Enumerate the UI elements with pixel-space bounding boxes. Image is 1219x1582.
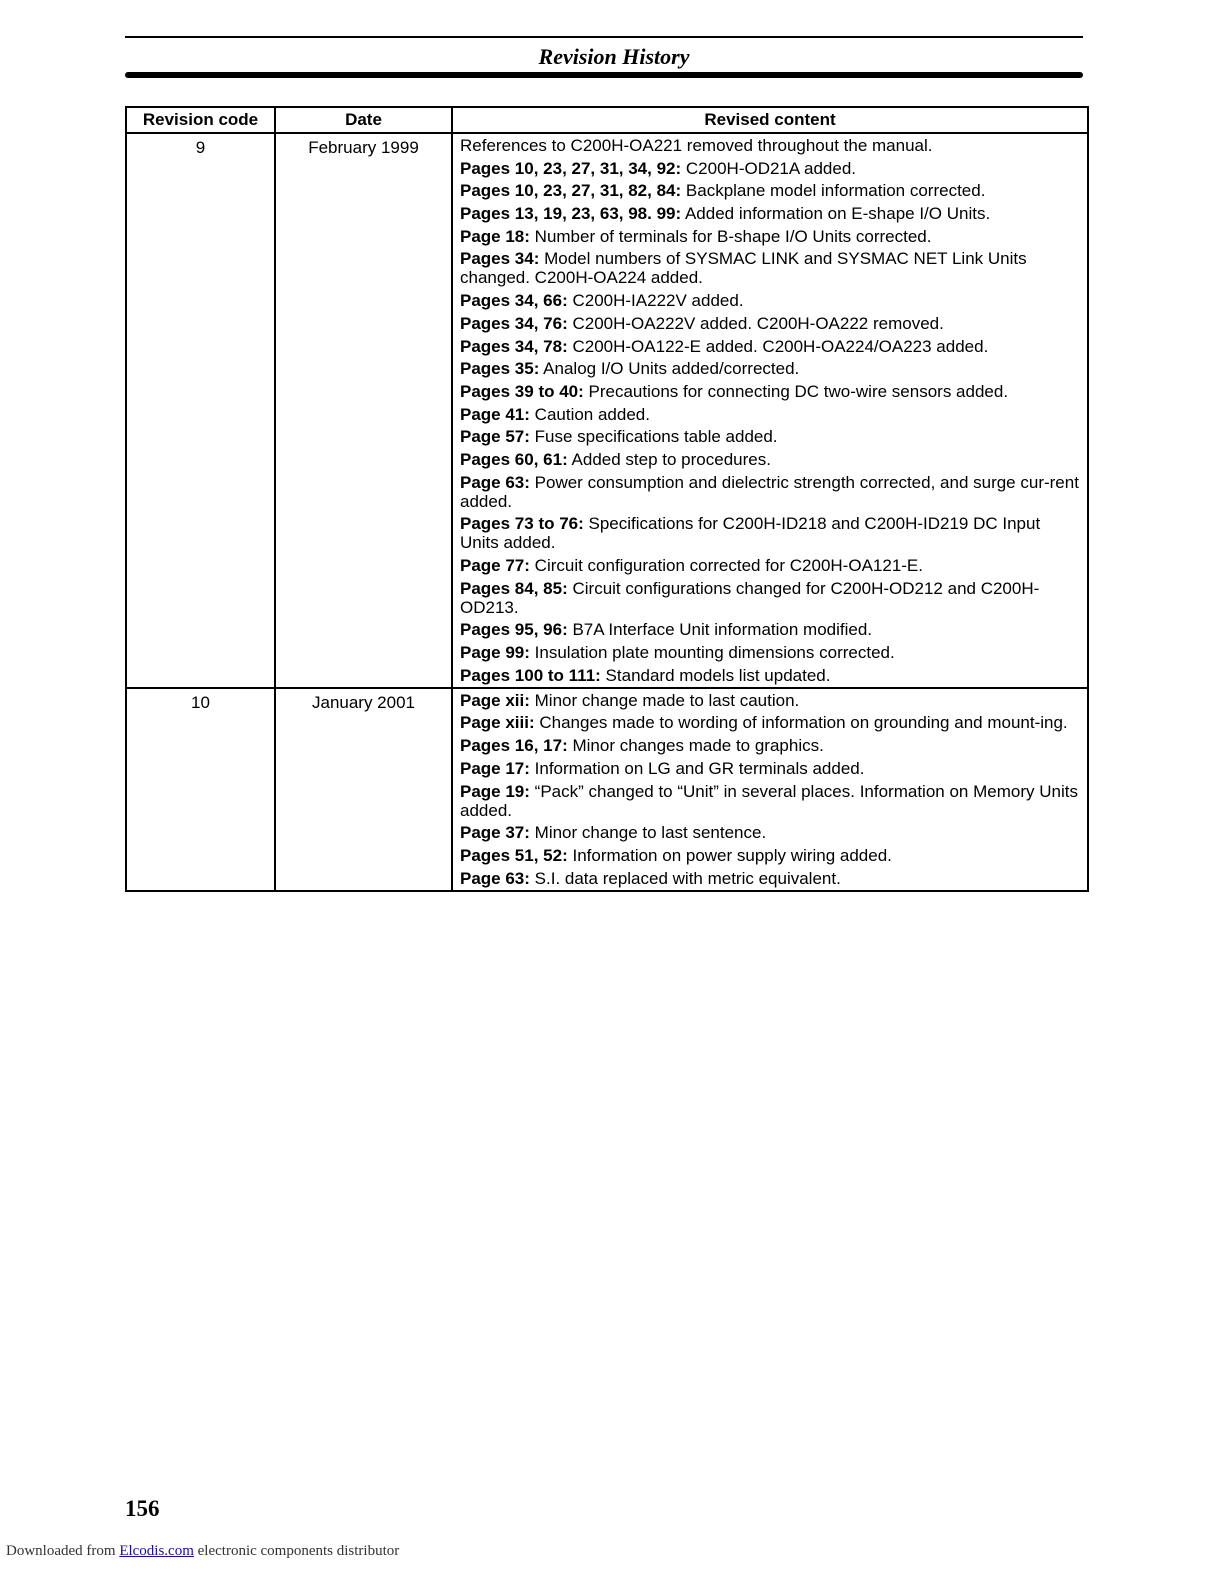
- revision-entry: [460, 736, 1079, 755]
- revision-table: [125, 106, 1089, 892]
- entry-text: Circuit configuration corrected for C200H-OA121-E.: [529, 556, 923, 575]
- column-header-date: Date: [275, 107, 452, 133]
- revision-entry: [460, 782, 1079, 820]
- entry-text: References to C200H-OA221 removed throughout the manual.: [460, 136, 933, 155]
- revision-entry: [460, 405, 1079, 424]
- revision-entry: [460, 382, 1079, 401]
- entry-text: Added step to procedures.: [567, 449, 771, 469]
- entry-text: Standard models list updated.: [600, 665, 831, 685]
- elcodis-link[interactable]: Elcodis.com: [119, 1543, 194, 1559]
- date-cell: January 2001: [275, 688, 452, 891]
- revision-entry: [460, 620, 1079, 639]
- entry-text: Changes made to wording of information on grounding and mount-ing.: [534, 713, 1068, 733]
- entry-text: C200H-IA222V added.: [567, 291, 744, 311]
- entry-page-ref: Page 41:: [460, 404, 530, 424]
- entry-text: Information on LG and GR terminals added.: [529, 758, 865, 778]
- entry-text: Caution added.: [529, 404, 650, 424]
- revision-entry: [460, 359, 1079, 378]
- revision-entry: [460, 846, 1079, 865]
- entry-text: C200H-OA122-E added. C200H-OA224/OA223 added.: [567, 336, 989, 356]
- entry-text: B7A Interface Unit information modified.: [567, 620, 873, 640]
- revision-code-cell: 10: [126, 688, 275, 891]
- entry-page-ref: Page 57:: [460, 427, 530, 447]
- revision-entry: [460, 473, 1079, 511]
- entry-text: Insulation plate mounting dimensions corrected.: [529, 643, 895, 663]
- entry-page-ref: Pages 39 to 40:: [460, 381, 584, 401]
- table-header-row: [126, 107, 1088, 133]
- table-row: [126, 688, 1088, 891]
- entry-text: Number of terminals for B-shape I/O Units corrected.: [529, 226, 932, 246]
- entry-page-ref: Page 63:: [460, 868, 530, 888]
- entry-page-ref: Page 18:: [460, 226, 530, 246]
- page-title: Revision History: [538, 44, 690, 69]
- revision-entry: [460, 159, 1079, 178]
- revision-entry: [460, 823, 1079, 842]
- entry-page-ref: Pages 10, 23, 27, 31, 34, 92:: [460, 158, 682, 178]
- revision-entry: [460, 249, 1079, 287]
- footer-prefix: Downloaded from: [6, 1543, 116, 1559]
- revision-entry: [460, 337, 1079, 356]
- entry-page-ref: Pages 10, 23, 27, 31, 82, 84:: [460, 181, 682, 201]
- entry-page-ref: Pages 16, 17:: [460, 736, 568, 756]
- footer-suffix: electronic components distributor: [197, 1543, 400, 1559]
- entry-page-ref: Page xii:: [460, 690, 530, 710]
- entry-text: Backplane model information corrected.: [681, 181, 986, 201]
- entry-page-ref: Pages 95, 96:: [460, 620, 568, 640]
- revised-content-cell: [452, 133, 1088, 688]
- entry-text: Specifications for C200H-ID218 and C200H-ID219 DC Input Units added.: [460, 514, 1041, 553]
- column-header-revised-content: Revised content: [452, 107, 1088, 133]
- table-row: [126, 133, 1088, 688]
- entry-text: C200H-OA222V added. C200H-OA222 removed.: [567, 313, 944, 333]
- revision-entry: [460, 579, 1079, 617]
- entry-page-ref: Pages 34, 78:: [460, 336, 568, 356]
- revision-entry: [460, 227, 1079, 246]
- entry-text: Circuit configurations changed for C200H-OD212 and C200H-OD213.: [460, 578, 1040, 617]
- entry-page-ref: Page 37:: [460, 823, 530, 843]
- entry-text: Precautions for connecting DC two-wire sensors added.: [583, 381, 1009, 401]
- entry-page-ref: Pages 51, 52:: [460, 845, 568, 865]
- revision-entry: [460, 136, 1079, 155]
- entry-page-ref: Pages 73 to 76:: [460, 514, 584, 534]
- entry-page-ref: Page 17:: [460, 758, 530, 778]
- download-footer: [6, 1543, 399, 1560]
- entry-page-ref: Pages 84, 85:: [460, 578, 568, 598]
- revision-entry: [460, 869, 1079, 888]
- revision-entry: [460, 759, 1079, 778]
- column-header-revision-code: Revision code: [126, 107, 275, 133]
- top-rule: [125, 36, 1083, 38]
- entry-text: S.I. data replaced with metric equivalent.: [529, 868, 841, 888]
- revision-entry: [460, 691, 1079, 710]
- revision-entry: [460, 427, 1079, 446]
- entry-page-ref: Pages 100 to 111:: [460, 665, 601, 685]
- entry-page-ref: Page 77:: [460, 556, 530, 575]
- table-body: [126, 133, 1088, 891]
- revision-entry: [460, 713, 1079, 732]
- entry-text: Minor change made to last caution.: [529, 690, 800, 710]
- entry-page-ref: Pages 34:: [460, 249, 540, 269]
- revised-content-cell: [452, 688, 1088, 891]
- revision-entry: [460, 181, 1079, 200]
- entry-text: Analog I/O Units added/corrected.: [539, 359, 800, 379]
- entry-page-ref: Page 63:: [460, 472, 530, 492]
- revision-entry: [460, 514, 1079, 552]
- revision-entry: [460, 204, 1079, 223]
- entry-text: “Pack” changed to “Unit” in several places. Information on Memory Units added.: [460, 781, 1078, 820]
- revision-entry: [460, 450, 1079, 469]
- revision-entry: [460, 556, 1079, 575]
- entry-text: C200H-OD21A added.: [681, 158, 857, 178]
- revision-code-cell: 9: [126, 133, 275, 688]
- revision-entry: [460, 291, 1079, 310]
- entry-page-ref: Pages 35:: [460, 359, 540, 379]
- revision-entry: [460, 643, 1079, 662]
- entry-page-ref: Pages 34, 76:: [460, 313, 568, 333]
- entry-page-ref: Page 99:: [460, 643, 530, 663]
- page-number: 156: [125, 1496, 160, 1521]
- date-cell: February 1999: [275, 133, 452, 688]
- entry-text: Information on power supply wiring added.: [567, 845, 892, 865]
- entry-page-ref: Page 19:: [460, 781, 530, 801]
- entry-text: Added information on E-shape I/O Units.: [681, 204, 991, 224]
- entry-text: Minor changes made to graphics.: [567, 736, 824, 756]
- entry-text: Fuse specifications table added.: [529, 427, 778, 447]
- entry-text: Power consumption and dielectric strength corrected, and surge cur-rent added.: [460, 472, 1079, 511]
- entry-page-ref: Pages 34, 66:: [460, 291, 568, 311]
- entry-text: Model numbers of SYSMAC LINK and SYSMAC NET Link Units changed. C200H-OA224 added.: [460, 249, 1027, 288]
- header-thick-rule: [125, 72, 1083, 78]
- entry-page-ref: Pages 60, 61:: [460, 449, 568, 469]
- revision-entry: [460, 314, 1079, 333]
- entry-text: Minor change to last sentence.: [529, 823, 767, 843]
- entry-page-ref: Pages 13, 19, 23, 63, 98. 99:: [460, 204, 682, 224]
- revision-entry: [460, 666, 1079, 685]
- entry-page-ref: Page xiii:: [460, 713, 535, 733]
